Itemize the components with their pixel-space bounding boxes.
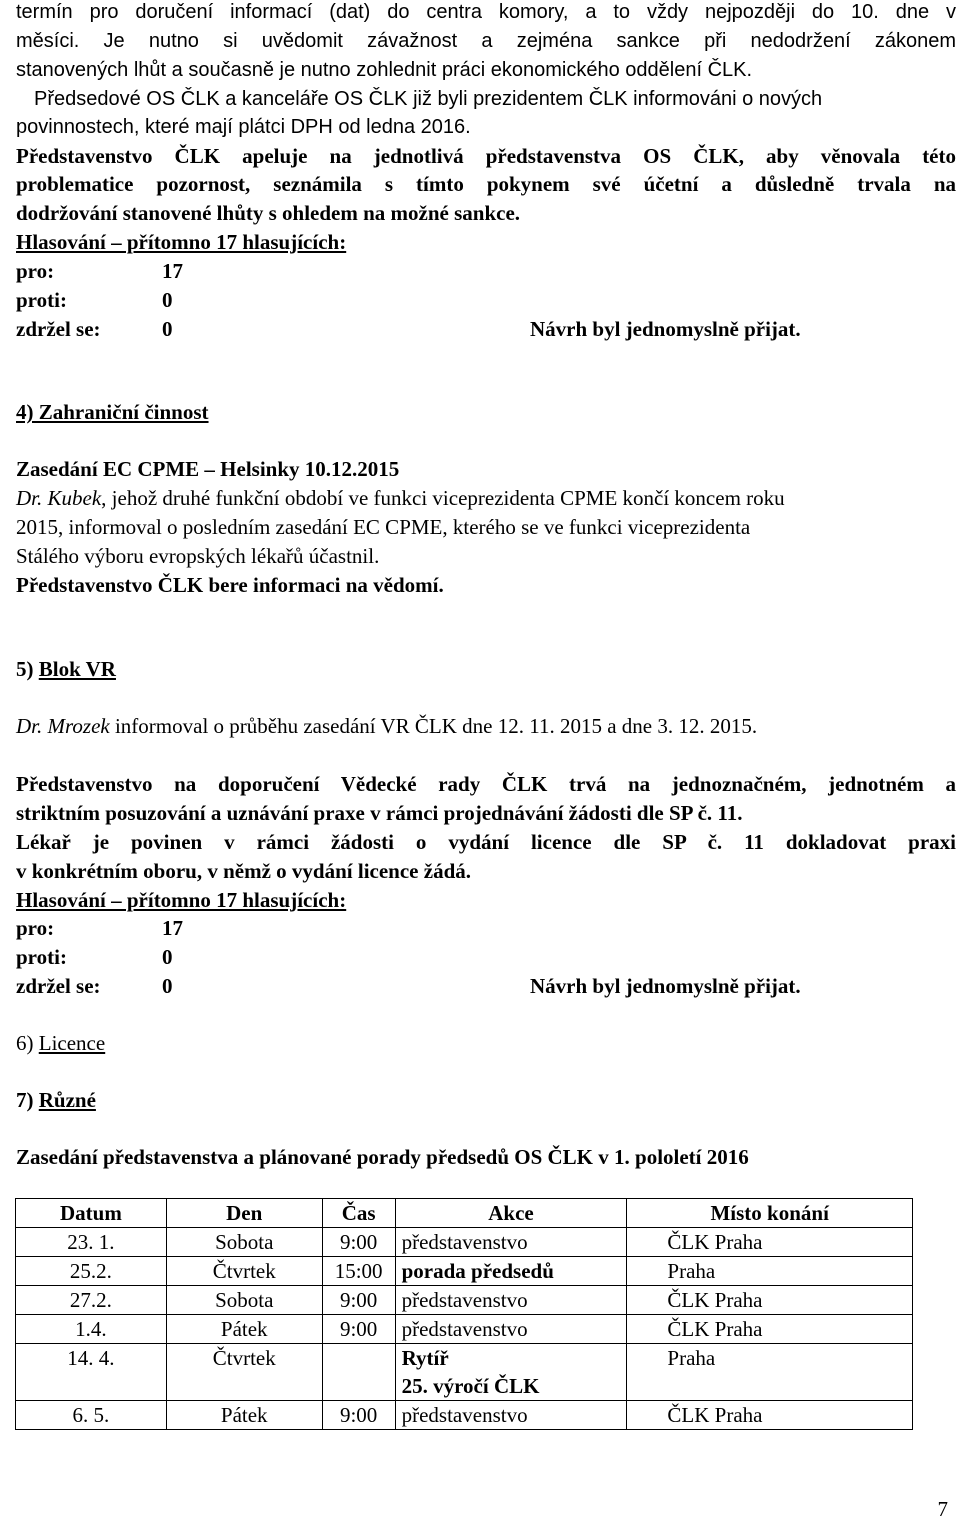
table-row <box>16 1257 913 1286</box>
section7-heading <box>16 1090 96 1111</box>
section7-title: Různé <box>38 1088 96 1112</box>
vote1-zdrzel-label: zdržel se: <box>16 317 101 341</box>
section6-heading <box>16 1033 105 1054</box>
intro-line-3: stanovených lhůt a současně je nutno zohlednit práci ekonomického oddělení ČLK. <box>16 59 753 81</box>
table-row <box>16 1286 913 1315</box>
cell-datum: 14. 4. <box>16 1344 167 1401</box>
vote2-proti-value: 0 <box>162 945 173 969</box>
header-den: Den <box>166 1199 322 1228</box>
vote1-result: Návrh byl jednomyslně přijat. <box>530 317 801 341</box>
resolution1-line-3: dodržování stanovené lhůty s ohledem na možné sankce. <box>16 201 521 225</box>
vote1-header: Hlasování – přítomno 17 hlasujících: <box>16 230 347 254</box>
section5-info <box>16 716 757 737</box>
cell-akce: představenstvo <box>395 1286 627 1315</box>
schedule-title: Zasedání představenstva a plánované porady předsedů OS ČLK v 1. pololetí 2016 <box>16 1145 749 1169</box>
vote1-proti-value: 0 <box>162 288 173 312</box>
vote2-header: Hlasování – přítomno 17 hlasujících: <box>16 888 347 912</box>
section4-line-3: Stálého výboru evropských lékařů účastnil. <box>16 544 380 568</box>
cell-datum: 6. 5. <box>16 1401 167 1430</box>
header-cas: Čas <box>322 1199 395 1228</box>
section5-bold-2: striktním posuzování a uznávání praxe v rámci projednávání žádosti dle SP č. 11. <box>16 801 743 825</box>
table-row <box>16 1315 913 1344</box>
cell-den: Sobota <box>166 1228 322 1257</box>
table-row <box>16 1344 913 1401</box>
cell-misto: Praha <box>627 1257 913 1286</box>
resolution1-line-1: Představenstvo ČLK apeluje na jednotlivá představenstva OS ČLK, aby věnovala této <box>16 144 956 168</box>
cell-cas: 9:00 <box>322 1315 395 1344</box>
cell-den: Čtvrtek <box>166 1344 322 1401</box>
page-number: 7 <box>937 1497 948 1521</box>
section4-line-1 <box>16 488 785 509</box>
section5-title: Blok VR <box>38 657 116 681</box>
section4-dr: Dr. <box>16 486 43 510</box>
cell-datum: 23. 1. <box>16 1228 167 1257</box>
section5-dr: Dr. <box>16 714 43 738</box>
section4-name: Kubek <box>47 486 102 510</box>
cell-akce-line-1: Rytíř <box>401 1346 449 1370</box>
intro-line-5: povinnostech, které mají plátci DPH od ledna 2016. <box>16 116 471 138</box>
section5-bold-3: Lékař je povinen v rámci žádosti o vydání licence dle SP č. 11 dokladovat praxi <box>16 830 956 854</box>
cell-akce-line-2: 25. výročí ČLK <box>401 1374 540 1398</box>
section5-number: 5) <box>16 657 34 681</box>
cell-misto: Praha <box>627 1344 913 1401</box>
cell-akce <box>395 1344 627 1401</box>
cell-datum: 27.2. <box>16 1286 167 1315</box>
vote2-result: Návrh byl jednomyslně přijat. <box>530 974 801 998</box>
section5-name: Mrozek <box>47 714 110 738</box>
vote1-pro-label: pro: <box>16 259 55 283</box>
intro-line-1: termín pro doručení informací (dat) do centra komory, a to vždy nejpozději do 10. dne v <box>16 1 956 23</box>
vote1-pro-value: 17 <box>162 259 183 283</box>
vote2-proti-label: proti: <box>16 945 67 969</box>
cell-cas: 15:00 <box>322 1257 395 1286</box>
vote2-zdrzel-label: zdržel se: <box>16 974 101 998</box>
cell-den: Sobota <box>166 1286 322 1315</box>
vote1-proti-label: proti: <box>16 288 67 312</box>
header-misto: Místo konání <box>627 1199 913 1228</box>
section7-number: 7) <box>16 1088 34 1112</box>
section5-bold-4: v konkrétním oboru, v němž o vydání licence žádá. <box>16 859 471 883</box>
vote2-pro-label: pro: <box>16 916 55 940</box>
intro-line-4: Předsedové OS ČLK a kanceláře OS ČLK již byli prezidentem ČLK informováni o nových <box>34 88 823 110</box>
cell-den: Pátek <box>166 1401 322 1430</box>
section4-heading: 4) Zahraniční činnost <box>16 400 209 424</box>
cell-misto: ČLK Praha <box>627 1401 913 1430</box>
cell-akce: porada předsedů <box>395 1257 627 1286</box>
section4-conclusion: Představenstvo ČLK bere informaci na vědomí. <box>16 573 444 597</box>
section4-line-1-text: , jehož druhé funkční období ve funkci viceprezidenta CPME končí koncem roku <box>101 486 785 510</box>
cell-cas <box>322 1344 395 1401</box>
table-row <box>16 1401 913 1430</box>
cell-den: Čtvrtek <box>166 1257 322 1286</box>
cell-den: Pátek <box>166 1315 322 1344</box>
cell-akce: představenstvo <box>395 1228 627 1257</box>
section4-subheading: Zasedání EC CPME – Helsinky 10.12.2015 <box>16 457 400 481</box>
table-row <box>16 1228 913 1257</box>
cell-misto: ČLK Praha <box>627 1228 913 1257</box>
intro-line-2: měsíci. Je nutno si uvědomit závažnost a zejména sankce při nedodržení zákonem <box>16 30 956 52</box>
header-datum: Datum <box>16 1199 167 1228</box>
schedule-table <box>15 1198 913 1430</box>
section5-info-text: informoval o průběhu zasedání VR ČLK dne 12. 11. 2015 a dne 3. 12. 2015. <box>109 714 758 738</box>
cell-akce: představenstvo <box>395 1401 627 1430</box>
section6-number: 6) <box>16 1031 34 1055</box>
cell-akce: představenstvo <box>395 1315 627 1344</box>
cell-misto: ČLK Praha <box>627 1286 913 1315</box>
cell-cas: 9:00 <box>322 1286 395 1315</box>
schedule-header-row <box>16 1199 913 1228</box>
section5-heading <box>16 659 116 680</box>
cell-datum: 1.4. <box>16 1315 167 1344</box>
resolution1-line-2: problematice pozornost, seznámila s tímto pokynem své účetní a důsledně trvala na <box>16 172 956 196</box>
vote2-zdrzel-value: 0 <box>162 974 173 998</box>
section5-bold-1: Představenstvo na doporučení Vědecké rady ČLK trvá na jednoznačném, jednotném a <box>16 772 956 796</box>
header-akce: Akce <box>395 1199 627 1228</box>
cell-cas: 9:00 <box>322 1228 395 1257</box>
section4-line-2: 2015, informoval o posledním zasedání EC CPME, kterého se ve funkci viceprezidenta <box>16 515 751 539</box>
cell-datum: 25.2. <box>16 1257 167 1286</box>
vote2-pro-value: 17 <box>162 916 183 940</box>
cell-misto: ČLK Praha <box>627 1315 913 1344</box>
cell-cas: 9:00 <box>322 1401 395 1430</box>
section6-title: Licence <box>38 1031 106 1055</box>
vote1-zdrzel-value: 0 <box>162 317 173 341</box>
